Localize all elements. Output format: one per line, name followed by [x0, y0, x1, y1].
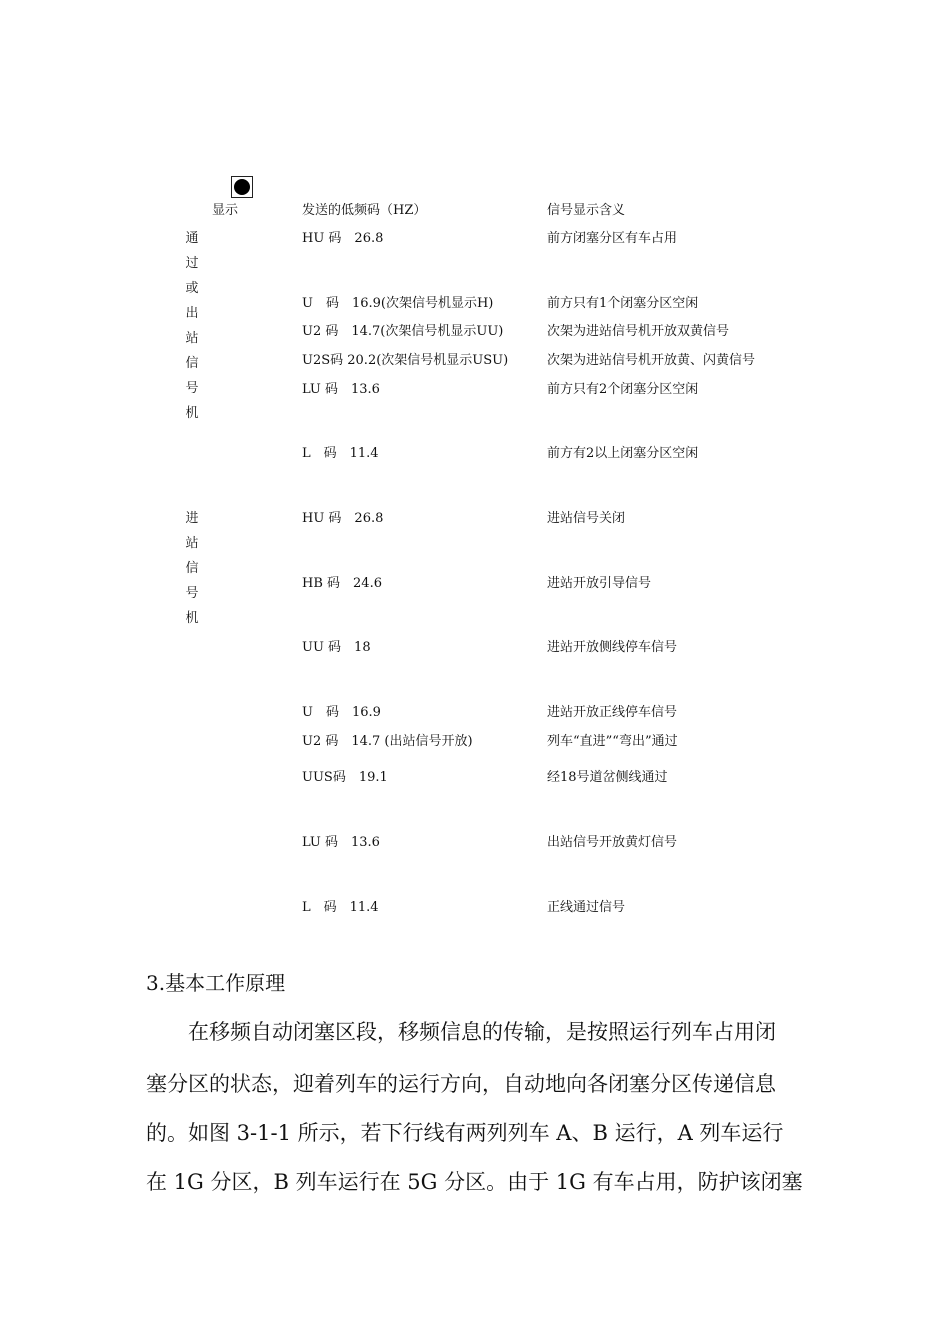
row-meaning: 前方有2以上闭塞分区空闲 — [547, 446, 699, 461]
row-meaning: 前方只有2个闭塞分区空闲 — [547, 382, 699, 397]
row-code: U 码 16.9(次架信号机显示H) — [302, 296, 494, 311]
row-meaning: 出站信号开放黄灯信号 — [547, 835, 678, 850]
row-meaning: 前方闭塞分区有车占用 — [547, 231, 678, 246]
group-label-char: 信 — [185, 356, 199, 371]
row-meaning: 进站开放侧线停车信号 — [547, 640, 678, 655]
group-label-char: 信 — [185, 561, 199, 576]
group-label-char: 站 — [185, 536, 199, 551]
group-label-char: 号 — [185, 586, 199, 601]
signal-lamp-dot — [234, 179, 250, 195]
row-code: UUS码 19.1 — [302, 770, 388, 785]
group-label-char: 机 — [185, 611, 199, 626]
row-meaning: 进站信号关闭 — [547, 511, 626, 526]
row-code: HU 码 26.8 — [302, 511, 384, 526]
row-code: HB 码 24.6 — [302, 576, 382, 591]
group-label-char: 进 — [185, 511, 199, 526]
paragraph-line: 的。如图 3-1-1 所示，若下行线有两列列车 A、B 运行，A 列车运行 — [146, 1121, 784, 1145]
row-code: U 码 16.9 — [302, 705, 381, 720]
signal-lamp-icon — [231, 176, 253, 198]
row-meaning: 正线通过信号 — [547, 900, 626, 915]
header-code: 发送的低频码（HZ） — [302, 203, 427, 218]
group-label-char: 号 — [185, 381, 199, 396]
group-label-char: 机 — [185, 406, 199, 421]
group-label-char: 或 — [185, 281, 199, 296]
row-meaning: 前方只有1个闭塞分区空闲 — [547, 296, 699, 311]
row-meaning: 次架为进站信号机开放黄、闪黄信号 — [547, 353, 756, 368]
row-meaning: 次架为进站信号机开放双黄信号 — [547, 324, 730, 339]
group-label-char: 过 — [185, 256, 199, 271]
header-display: 显示 — [212, 203, 239, 218]
row-code: HU 码 26.8 — [302, 231, 384, 246]
group-label-char: 出 — [185, 306, 199, 321]
group-label-char: 站 — [185, 331, 199, 346]
row-code: L 码 11.4 — [302, 446, 379, 461]
section-heading: 3.基本工作原理 — [146, 971, 286, 995]
paragraph-line: 塞分区的状态，迎着列车的运行方向，自动地向各闭塞分区传递信息 — [146, 1072, 776, 1096]
row-meaning: 列车“直进”“弯出”通过 — [547, 734, 678, 749]
header-meaning: 信号显示含义 — [547, 203, 626, 218]
row-code: U2S码 20.2(次架信号机显示USU) — [302, 353, 509, 368]
group-label-char: 通 — [185, 231, 199, 246]
row-meaning: 进站开放引导信号 — [547, 576, 652, 591]
row-code: LU 码 13.6 — [302, 382, 380, 397]
paragraph-line: 在移频自动闭塞区段，移频信息的传输，是按照运行列车占用闭 — [146, 1020, 776, 1044]
row-code: U2 码 14.7(次架信号机显示UU) — [302, 324, 504, 339]
row-code: U2 码 14.7 (出站信号开放) — [302, 734, 473, 749]
paragraph-line: 在 1G 分区，B 列车运行在 5G 分区。由于 1G 有车占用，防护该闭塞 — [146, 1170, 803, 1194]
row-meaning: 经18号道岔侧线通过 — [547, 770, 668, 785]
row-meaning: 进站开放正线停车信号 — [547, 705, 678, 720]
row-code: L 码 11.4 — [302, 900, 379, 915]
row-code: UU 码 18 — [302, 640, 371, 655]
row-code: LU 码 13.6 — [302, 835, 380, 850]
